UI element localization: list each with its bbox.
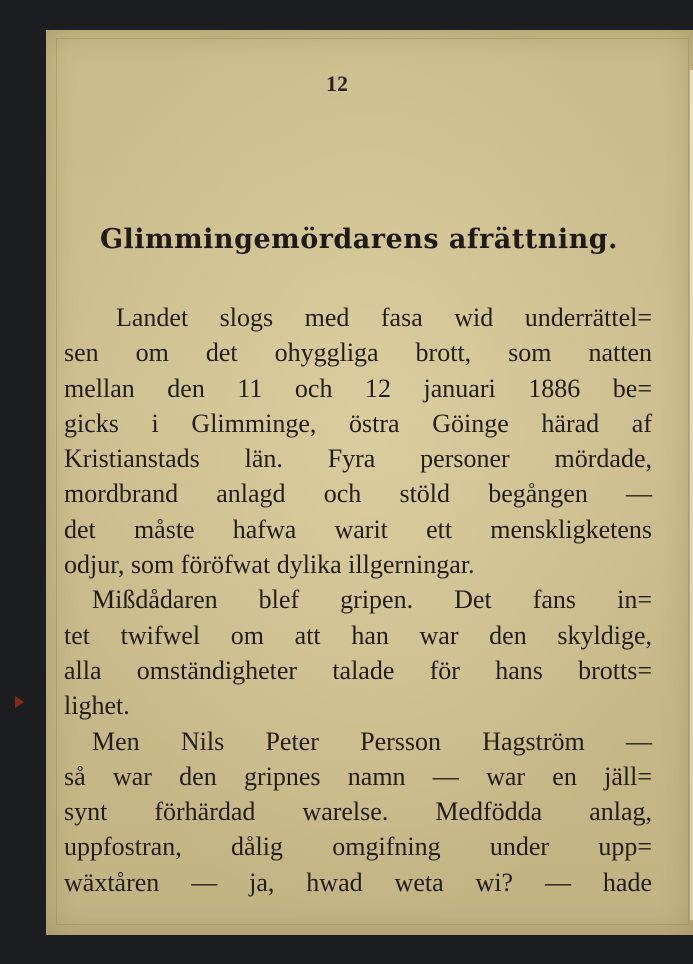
text-line: så war den gripnes namn — war en jäll=	[64, 761, 652, 791]
text-line: det måste hafwa warit ett menskligketens	[64, 514, 652, 544]
text-line: mellan den 11 och 12 januari 1886 be=	[64, 373, 652, 403]
text-line: Landet slogs med fasa wid underrättel=	[116, 303, 652, 332]
text-line: alla omständigheter talade för hans brotts=	[64, 655, 652, 685]
text-line: sen om det ohyggliga brott, som natten	[64, 338, 652, 368]
body-text	[64, 300, 652, 900]
text-line: lighet.	[64, 691, 130, 721]
text-line: wäxtåren — ja, hwad weta wi? — hade	[64, 867, 652, 897]
text-line: tet twifwel om att han war den skyldige,	[64, 620, 652, 650]
text-line: synt förhärdad warelse. Medfödda anlag,	[64, 797, 652, 827]
margin-marker	[15, 696, 24, 708]
text-line: Kristianstads län. Fyra personer mördade,	[64, 444, 652, 474]
text-line: Men Nils Peter Persson Hagström —	[92, 726, 652, 756]
text-line: uppfostran, dålig omgifning under upp=	[64, 832, 652, 862]
text-line: mordbrand anlagd och stöld begången —	[64, 479, 652, 509]
text-line: odjur, som föröfwat dylika illgerningar.	[64, 550, 475, 580]
text-line: gicks i Glimminge, östra Göinge härad af	[64, 408, 652, 438]
text-line: Mißdådaren blef gripen. Det fans in=	[92, 585, 652, 615]
chapter-heading: Glimmingemördarens afrättning.	[99, 224, 619, 255]
page-number: 12	[326, 71, 348, 96]
